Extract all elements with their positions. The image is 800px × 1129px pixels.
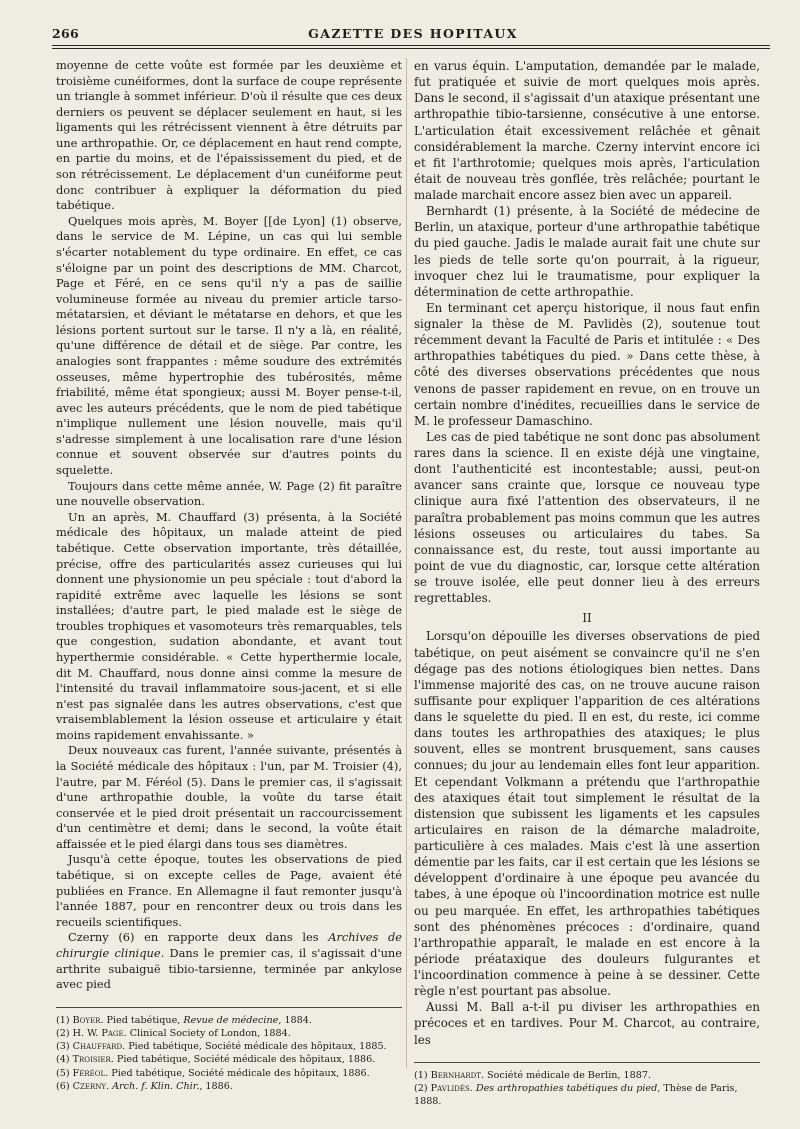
header-rule-top [52,45,770,46]
footnote: (6) Czerny. Arch. f. Klin. Chir., 1886. [56,1080,233,1092]
paragraph: en varus équin. L'amputation, demandée par le malade, fut pratiquée et suivie de mort quelques mois après. Dans le second, il s'agissait d'un ataxique présentant une arthropathie tibio-tarsienne, consécutive à une entorse. L'articulation était excessivement relâchée et gênait considérablement la marche. Czerny intervint encore ici et fit l'arthrotomie; quelques mois après, l'articulation était de nouveau très gonflée, très relâchée; pourtant le malade marchait encore assez bien avec un appareil. [414,59,760,202]
paragraph-text: . Dans le premier cas, il s'agissait d'une arthrite subaiguë tibio-tarsienne, terminée par ankylose avec pied [56,945,402,992]
header-rule-bottom [52,48,770,49]
paragraph-text: Czerny (6) en rapporte deux dans les [68,930,329,945]
paragraph: En terminant cet aperçu historique, il nous faut enfin signaler la thèse de M. Pavlidès (2), soutenue tout récemment devant la Faculté de Paris et intitulée : « Des arthropathies tabétiques du pied. » Dans cette thèse, à côté des diverses observations précédentes que nous venons de passer rapidement en revue, on en trouve un certain nombre d'inédites, recueillies dans le service de M. le professeur Damaschino. [414,300,760,428]
paragraph [56,930,402,992]
running-title: GAZETTE DES HOPITAUX [308,26,518,41]
paragraph: Bernhardt (1) présente, à la Société de médecine de Berlin, un ataxique, porteur d'une arthropathie tabétique du pied gauche. Jadis le malade aurait fait une chute sur les pieds de telle sorte qu'on pourrait, à la rigueur, invoquer chez lui le traumatisme, pour expliquer la détermination de cette arthropathie. [414,204,760,299]
footnote: (5) Féréol. Pied tabétique, Société médicale des hôpitaux, 1886. [56,1067,370,1079]
paragraph: Un an après, M. Chauffard (3) présenta, à la Société médicale des hôpitaux, un malade atteint de pied tabétique. Cette observation importante, très détaillée, précise, offre des particularités assez curieuses qui lui donnent une physionomie un peu spéciale : tout d'abord la rapidité extrême avec laquelle les lésions se sont installées; d'autre part, le pied malade est le siège de troubles trophiques et vasomoteurs très remarquables, tels que congestion, sudation abondante, et avant tout hyperthermie considérable. « Cette hyperthermie locale, dit M. Chauffard, nous donne ainsi comme la mesure de l'intensité du travail inflammatoire sous-jacent, et si elle n'est pas signalée dans les autres observations, c'est que vraisemblablement la lésion osseuse et articulaire y était moins rapidement envahissante. » [56,509,402,742]
paragraph: Quelques mois après, M. Boyer [[de Lyon] (1) observe, dans le service de M. Lépine, un cas qui lui semble s'écarter notablement du type ordinaire. En effet, ce cas s'éloigne par un point des descriptions de MM. Charcot, Page et Féré, en ce sens qu'il n'y a pas de saillie volumineuse formée au niveau du premier article tarso-métatarsien, et déviant le métatarse en dehors, et que les lésions portent surtout sur le tarse. Il n'y a là, en réalité, qu'une différence de détail et de siège. Par contre, les analogies sont frappantes : même soudure des extrémités osseuses, même hypertrophie des tubérosités, même friabilité, même état spongieux; aussi M. Boyer pense-t-il, avec les auteurs précédents, que le nom de pied tabétique n'implique nullement une lésion nouvelle, mais qu'il s'adresse simplement à une localisation rare d'une lésion connue et souvent observée sur d'autres points du squelette. [56,213,402,478]
paragraph: moyenne de cette voûte est formée par les deuxième et troisième cunéiformes, dont la surface de coupe représente un triangle à sommet inférieur. D'où il résulte que ces deux derniers os peuvent se déplacer seulement en haut, si les ligaments qui les rétrécissent viennent à être détruits par une arthropathie. Or, ce déplacement en haut rend compte, en partie du moins, et de l'épaississement du pied, et de son rétrécissement. Le déplacement d'un cunéiforme peut donc contribuer à expliquer la déformation du pied tabétique. [56,58,402,213]
footnote: (3) Chauffard. Pied tabétique, Société médicale des hôpitaux, 1885. [56,1041,387,1053]
paragraph: Aussi M. Ball a-t-il pu diviser les arthropathies en précoces et en tardives. Pour M. Charcot, au contraire, les [414,1000,760,1047]
page-number: 266 [52,26,79,41]
footnote: (4) Troisier. Pied tabétique, Société médicale des hôpitaux, 1886. [56,1054,376,1066]
page-header [52,26,774,42]
right-footnotes [414,1062,760,1109]
paragraph: Jusqu'à cette époque, toutes les observations de pied tabétique, si on excepte celles de Page, avaient été publiées en France. En Allemagne il faut remonter jusqu'à l'année 1887, pour en rencontrer deux ou trois dans les recueils scientifiques. [56,852,402,929]
column-separator [406,58,407,1068]
paragraph: Toujours dans cette même année, W. Page (2) fit paraître une nouvelle observation. [56,478,402,509]
left-footnotes [56,1007,402,1093]
paragraph: Lorsqu'on dépouille les diverses observations de pied tabétique, on peut aisément se convaincre qu'il ne s'en dégage pas des notions étiologiques bien nettes. Dans l'immense majorité des cas, on ne trouve aucune raison suffisante pour expliquer l'apparition de ces altérations dans le squelette du pied. Il en est, du reste, ici comme dans toutes les arthropathies des ataxiques; le plus souvent, elles se montrent brusquement, sans causes connues; du jour au lendemain elles font leur apparition. Et cependant Volkmann a prétendu que l'arthropathie des ataxiques était tout simplement le résultat de la distension que subissent les ligaments et les capsules articulaires en raison de la démarche maladroite, particulière à ces malades. Mais c'est là une assertion démentie par les faits, car il est certain que les lésions se développent d'ordinaire à une époque peu avancée du tabes, à une époque où l'incoordination motrice est nulle ou peu marquée. En effet, les arthropathies tabétiques sont des phénomènes précoces : d'ordinaire, quand l'arthropathie apparaît, le malade en est encore à la période préataxique des douleurs fulgurantes et l'incoordination commence à peine à se dessiner. Cette règle n'est pourtant pas absolue. [414,629,760,999]
footnote: (1) Boyer. Pied tabétique, Revue de médecine, 1884. [56,1014,312,1026]
paragraph: Deux nouveaux cas furent, l'année suivante, présentés à la Société médicale des hôpitaux : l'un, par M. Troisier (4), l'autre, par M. Féréol (5). Dans le premier cas, il s'agissait d'une arthropathie double, la voûte du tarse était conservée et le pied droit présentait un raccourcissement d'un centimètre et demi; dans le second, la voûte était affaissée et le pied élargi dans tous ses diamètres. [56,743,402,851]
footnote: (2) H. W. Page. Clinical Society of London, 1884. [56,1027,291,1039]
footnote: (1) Bernhardt. Société médicale de Berlin, 1887. [414,1069,652,1081]
footnote: (2) Pavlidès. Des arthropathies tabétiques du pied, Thèse de Paris, 1888. [414,1082,738,1108]
section-number: II [582,611,592,626]
journal-title: Archives de chirurgie clinique [56,930,402,960]
paragraph: Les cas de pied tabétique ne sont donc pas absolument rares dans la science. Il en existe déjà une vingtaine, dont l'authenticité est incontestable; aussi, peut-on avancer sans crainte que, lorsque ce nouveau type clinique aura fixé l'attention des observateurs, il ne paraîtra probablement pas moins commun que les autres lésions osseuses ou articulaires du tabes. Sa connaissance est, du reste, tout aussi importante au point de vue du diagnostic, car, lorsque cette altération se trouve isolée, elle peut donner lieu à des erreurs regrettables. [414,429,760,606]
right-column [414,58,760,1108]
left-column [56,58,402,1093]
